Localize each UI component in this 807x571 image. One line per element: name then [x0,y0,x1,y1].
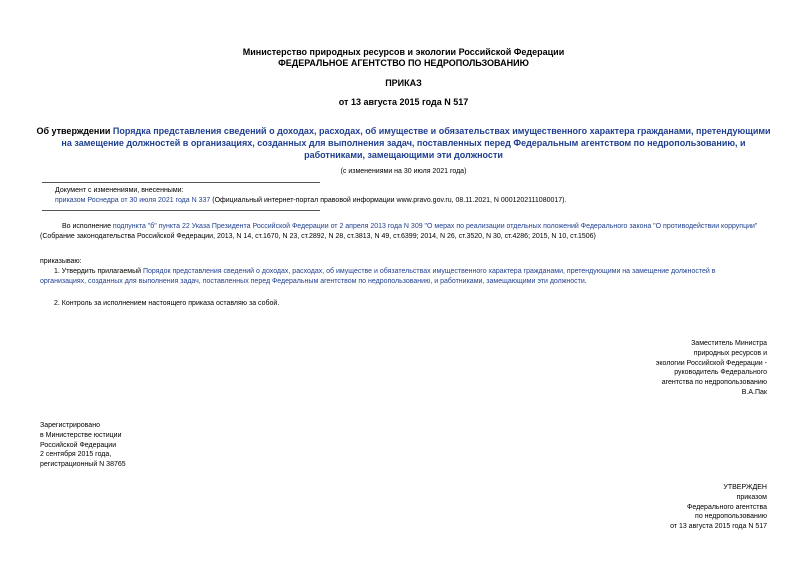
registration-line: Зарегистрировано [40,422,100,429]
doc-type: ПРИКАЗ [385,78,422,88]
title-line-1 [0,125,807,137]
amendment-link[interactable]: приказом Роснедра от 30 июля 2021 года N 337 [55,197,211,204]
item-1 [40,267,770,287]
amendment-block [55,186,755,206]
title-link-line-2[interactable]: на замещение должностей в организациях, созданных для выполнения задач, поставленных перед Федеральным агентством по недропользованию, и [61,138,746,148]
agency-name: ФЕДЕРАЛЬНОЕ АГЕНТСТВО ПО НЕДРОПОЛЬЗОВАНИЮ [278,58,529,68]
item-2: 2. Контроль за исполнением настоящего приказа оставляю за собой. [54,300,280,307]
amendment-label: Документ с изменениями, внесенными: [55,187,184,194]
approved-line: Федерального агентства [687,503,767,511]
approved-block [670,483,767,532]
divider-top [42,182,320,183]
signature-line: экологии Российской Федерации - [655,359,767,367]
signature-line: агентства по недропользованию [661,379,767,387]
signature-line: руководитель Федерального [674,369,767,377]
doc-date: от 13 августа 2015 года N 517 [338,97,469,107]
divider-bottom [42,210,320,211]
item-1-line-2 [40,277,770,287]
title-link[interactable]: Порядка представления сведений о доходах, расходах, об имуществе и обязательствах имущественного характера гражданами, претендующими [112,126,771,136]
preamble [40,222,770,242]
title-prefix: Об утверждении [36,126,113,136]
registration-line: Российской Федерации [40,441,117,449]
amendment-source [55,196,755,206]
registration-line: в Министерстве юстиции [40,431,122,439]
approved-line: приказом [736,493,767,501]
preamble-link[interactable]: подпункта "б" пункта 22 Указа Президента Российской Федерации от 2 апреля 2013 года N 309 "О мерах по реализации отдельных положений Федерального закона "О противодействии коррупции" [112,223,758,230]
item-1-start: 1. Утвердить прилагаемый [54,268,143,275]
item-1-link-cont[interactable]: организациях, созданных для выполнения задач, поставленных перед Федеральным агентством по недропользованию, и работниками, замещающими эти должности [40,278,585,285]
approved-line: от 13 августа 2015 года N 517 [670,523,767,531]
amendment-rest: (Официальный интернет-портал правовой информации www.pravo.gov.ru, 08.11.2021, N 0001202111080017). [210,197,567,204]
item-1-link[interactable]: Порядок представления сведений о доходах, расходах, об имуществе и обязательствах имущественного характера гражданами, претендующими на замещение должностей в [142,268,716,275]
registration-block [40,421,126,470]
ministry-name: Министерство природных ресурсов и экологии Российской Федерации [242,47,565,57]
order-word: приказываю: [40,258,82,265]
preamble-rest: (Собрание законодательства Российской Федерации, 2013, N 14, ст.1670, N 23, ст.2892, N 28, ст.3813, N 49, ст.6399; 2014, N 26, ст.3520, N 30, ст.4286; 2015, N 10, ст.1506) [40,233,596,240]
signature-line: природных ресурсов и [693,349,767,357]
page-title [0,125,807,161]
signature-block [656,339,767,398]
changes-note: (с изменениями на 30 июля 2021 года) [340,168,467,175]
title-link-line-3[interactable]: работниками, замещающими эти должности [304,150,503,160]
signer-name: В.А.Пак [741,388,767,396]
item-1-line-1 [40,267,770,277]
registration-line: 2 сентября 2015 года, [40,451,112,459]
approved-line: УТВЕРЖДЕН [723,484,767,491]
signature-line: Заместитель Министра [691,340,767,347]
registration-line: регистрационный N 38765 [40,461,126,469]
preamble-start: Во исполнение [62,223,113,230]
item-1-end: . [584,278,587,285]
approved-line: по недропользованию [695,513,767,521]
preamble-line-1 [40,222,770,232]
